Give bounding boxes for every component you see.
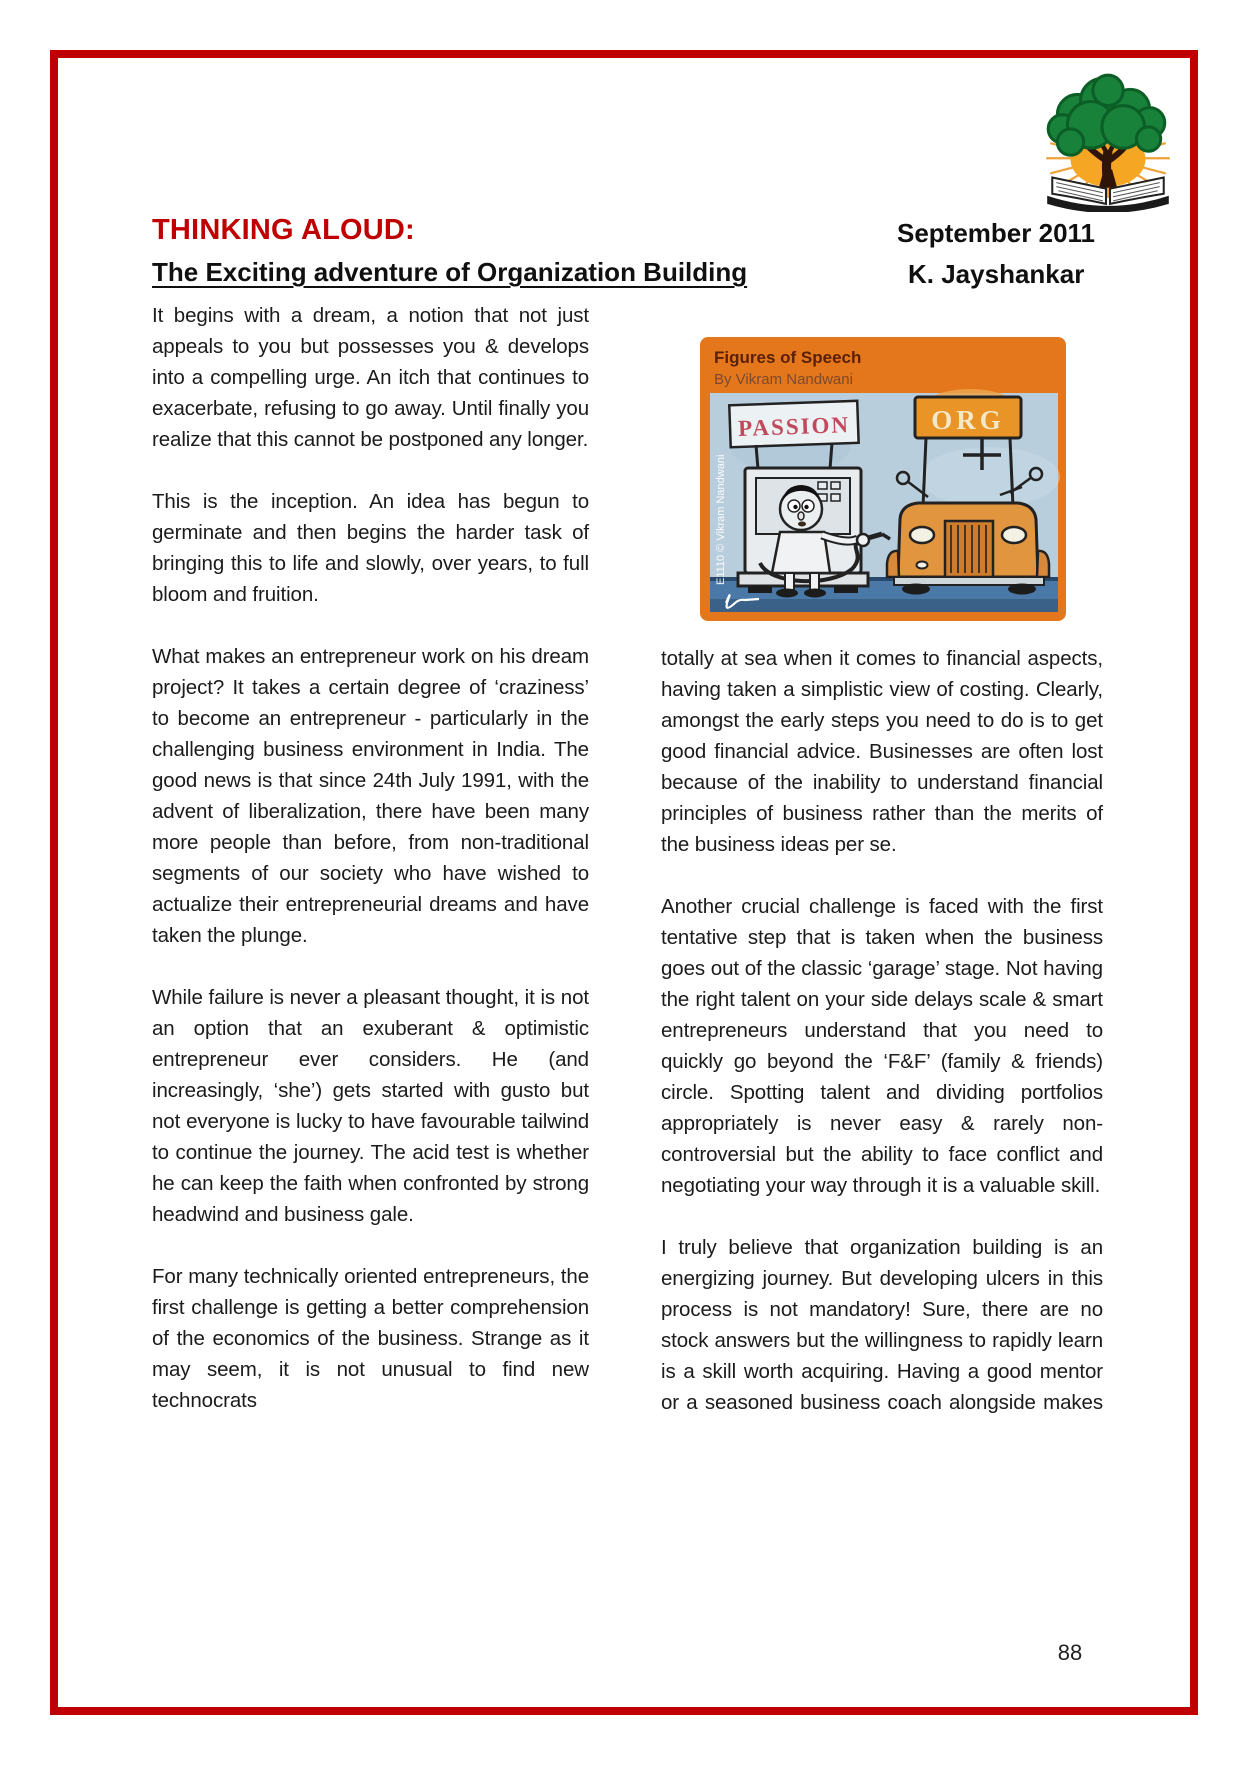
vehicle-sign-label: ORG (931, 405, 1005, 435)
paragraph-left-4: While failure is never a pleasant thought, it is not an option that an exuberant & optimistic entrepreneur ever considers. He (and increasingly, ‘she’) gets started with gusto but not everyone is lucky to have favourable tailwind to continue the journey. The acid test is whether he can keep the faith when confronted by strong headwind and business gale. (152, 986, 589, 1226)
author-name: K. Jayshankar (908, 259, 1085, 289)
cartoon-picture (710, 389, 1060, 612)
paragraph-right-1: totally at sea when it comes to financial aspects, having taken a simplistic view of costing. Clearly, amongst the early steps you need to do is to get good financial advice. Businesses are often lost because of the inability to understand financial principles of business rather than the merits of the business ideas per se. (661, 647, 1103, 856)
passion-sign (729, 401, 858, 447)
paragraph-left-5: For many technically oriented entrepreneurs, the first challenge is getting a better comprehension of the economics of the business. Strange as it may seem, it is not unusual to find new technocrats (152, 1265, 589, 1412)
paragraph-left-2: This is the inception. An idea has begun to germinate and then begins the harder task of bringing this to life and slowly, over years, to full bloom and fruition. (152, 490, 589, 606)
paragraph-left-3: What makes an entrepreneur work on his dream project? It takes a certain degree of ‘craziness’ to become an entrepreneur - particularly in the challenging business environment in India. The good news is that since 24th July 1991, with the advent of liberalization, there have been many more people than before, from non-traditional segments of our society who have wished to actualize their entrepreneurial dreams and have taken the plunge. (152, 645, 589, 947)
pump-sign-label: PASSION (737, 412, 851, 441)
paragraph-left-1: It begins with a dream, a notion that not just appeals to you but possesses you & develops into a compelling urge. An itch that continues to exacerbate, refusing to go away. Until finally you realize that this cannot be postponed any longer. (152, 304, 589, 451)
logo-canopy (1048, 75, 1165, 155)
paragraph-right-2: Another crucial challenge is faced with the first tentative step that is taken when the business goes out of the classic ‘garage’ stage. Not having the right talent on your side delays scale & smart entrepreneurs understand that you need to quickly go beyond the ‘F&F’ (family & friends) circle. Spotting talent and dividing portfolios appropriately is never easy & rarely non-controversial but the ability to face conflict and negotiating your way through it is a valuable skill. (661, 895, 1103, 1197)
paragraph-right-3: I truly believe that organization building is an energizing journey. But developing ulcers in this process is not mandatory! Sure, there are no stock answers but the willingness to rapidly learn is a skill worth acquiring. Having a good mentor or a seasoned business coach alongside makes (661, 1236, 1103, 1414)
cartoon-copyright: E1110 © Vikram Nandwani (715, 454, 727, 585)
tree-book-logo (1032, 62, 1184, 212)
cartoon-title: Figures of Speech (714, 348, 862, 367)
page-number: 88 (1057, 1640, 1083, 1665)
section-title: THINKING ALOUD: (152, 214, 415, 246)
figures-of-speech-cartoon (700, 337, 1066, 621)
issue-date: September 2011 (897, 218, 1096, 248)
right-column (661, 643, 1103, 1449)
left-column (152, 300, 589, 1447)
cartoon-byline: By Vikram Nandwani (714, 371, 853, 388)
article-title: The Exciting adventure of Organization Building (152, 257, 748, 287)
